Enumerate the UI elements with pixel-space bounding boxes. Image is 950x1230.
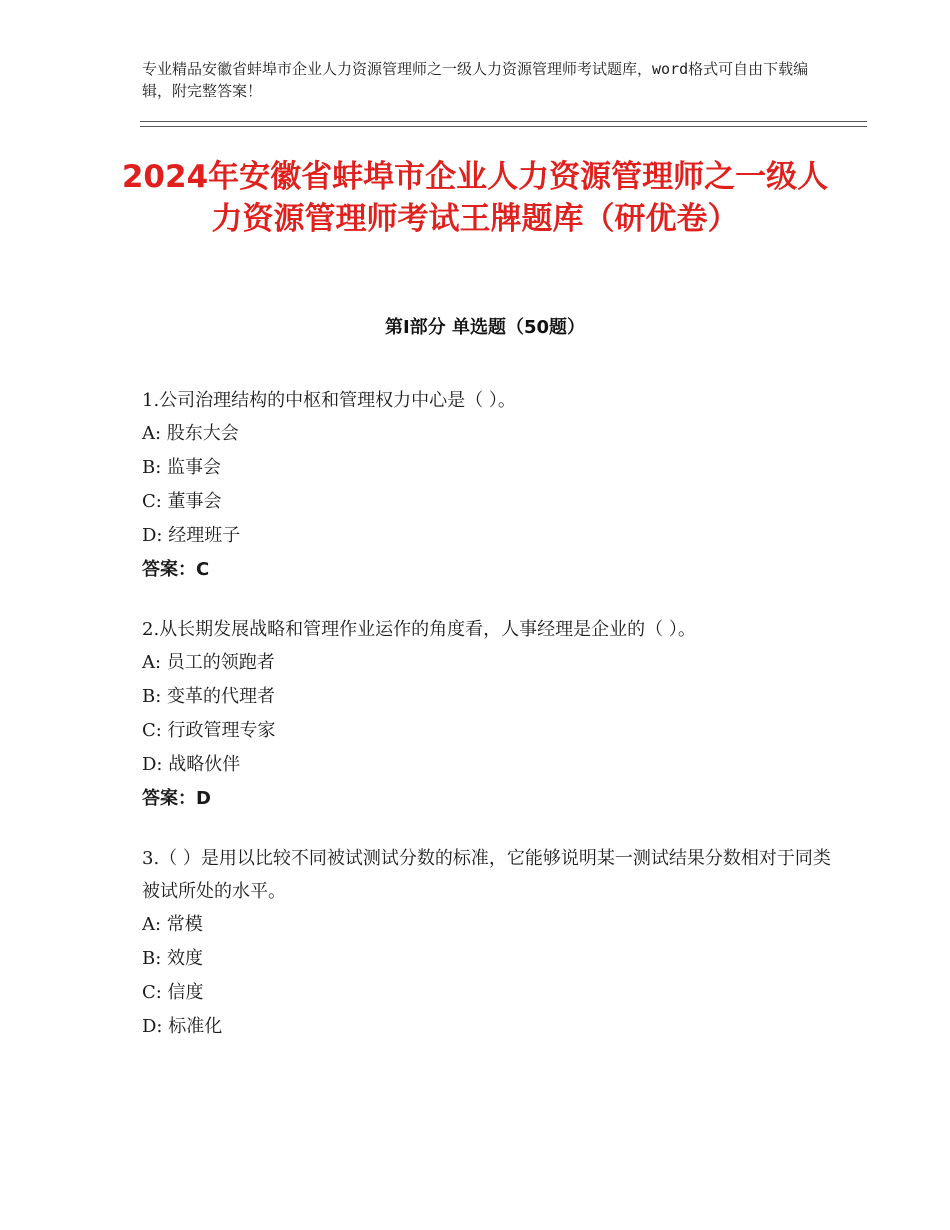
question-stem: 2.从长期发展战略和管理作业运作的角度看，人事经理是企业的（ ）。 <box>142 619 696 640</box>
question-list <box>142 384 832 1070</box>
document-title: 2024年安徽省蚌埠市企业人力资源管理师之一级人力资源管理师考试王牌题库（研优卷） <box>121 159 829 237</box>
option-c: C: 信度 <box>142 982 204 1003</box>
question-2 <box>142 613 832 816</box>
option-a: A: 员工的领跑者 <box>142 652 275 673</box>
option-a: A: 股东大会 <box>142 423 239 444</box>
option-d: D: 经理班子 <box>142 525 241 546</box>
option-c: C: 董事会 <box>142 491 222 512</box>
question-1 <box>142 384 832 587</box>
question-3 <box>142 842 832 1044</box>
option-c: C: 行政管理专家 <box>142 720 276 741</box>
section-title: 第Ⅰ部分 单选题（50题） <box>384 317 585 338</box>
option-b: B: 效度 <box>142 948 204 969</box>
option-d: D: 战略伙伴 <box>142 754 241 775</box>
question-stem: 3.（ ）是用以比较不同被试测试分数的标准，它能够说明某一测试结果分数相对于同类被试所处的水平。 <box>142 848 831 902</box>
question-stem: 1.公司治理结构的中枢和管理权力中心是（ ）。 <box>142 390 516 411</box>
option-a: A: 常模 <box>142 914 203 935</box>
header-divider <box>140 121 867 127</box>
option-d: D: 标准化 <box>142 1016 223 1037</box>
option-b: B: 监事会 <box>142 457 222 478</box>
option-b: B: 变革的代理者 <box>142 686 276 707</box>
answer: 答案：D <box>142 788 211 809</box>
answer: 答案：C <box>142 559 210 580</box>
header-note: 专业精品安徽省蚌埠市企业人力资源管理师之一级人力资源管理师考试题库，word格式可自由下载编辑，附完整答案！ <box>142 60 809 100</box>
